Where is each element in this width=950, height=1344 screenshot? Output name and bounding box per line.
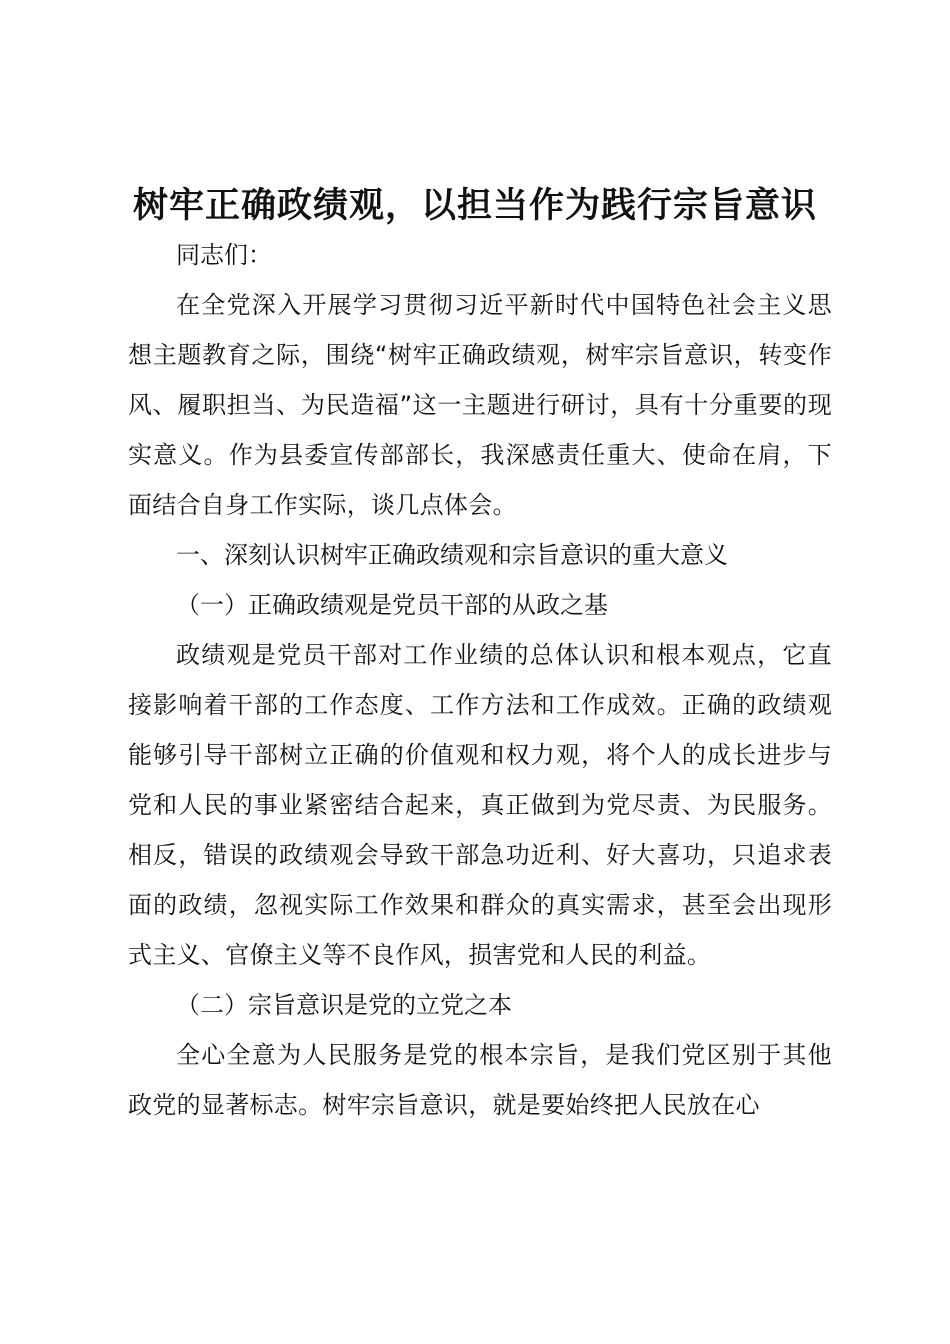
salutation: 同志们： — [176, 241, 272, 269]
subsection-1-heading: （一）正确政绩观是党员干部的从政之基 — [176, 591, 608, 619]
intro-paragraph: 在全党深入开展学习贯彻习近平新时代中国特色社会主义思想主题教育之际，围绕“树牢正确政绩观，树牢宗旨意识，转变作风、履职担当、为民造福”这一主题进行研讨，具有十分重要的现实意义。作为县委宣传部部长，我深感责任重大、使命在肩，下面结合自身工作实际，谈几点体会。 — [128, 291, 832, 519]
document-body — [128, 230, 832, 1130]
subsection-2-paragraph: 全心全意为人民服务是党的根本宗旨，是我们党区别于其他政党的显著标志。树牢宗旨意识，就是要始终把人民放在心 — [128, 1041, 832, 1119]
subsection-1-paragraph: 政绩观是党员干部对工作业绩的总体认识和根本观点，它直接影响着干部的工作态度、工作方法和工作成效。正确的政绩观能够引导干部树立正确的价值观和权力观，将个人的成长进步与党和人民的事业紧密结合起来，真正做到为党尽责、为民服务。相反，错误的政绩观会导致干部急功近利、好大喜功，只追求表面的政绩，忽视实际工作效果和群众的真实需求，甚至会出现形式主义、官僚主义等不良作风，损害党和人民的利益。 — [128, 641, 832, 969]
subsection-2-heading: （二）宗旨意识是党的立党之本 — [176, 991, 512, 1019]
document-title: 树牢正确政绩观，以担当作为践行宗旨意识 — [132, 186, 817, 226]
section-1-heading: 一、深刻认识树牢正确政绩观和宗旨意识的重大意义 — [176, 541, 728, 569]
